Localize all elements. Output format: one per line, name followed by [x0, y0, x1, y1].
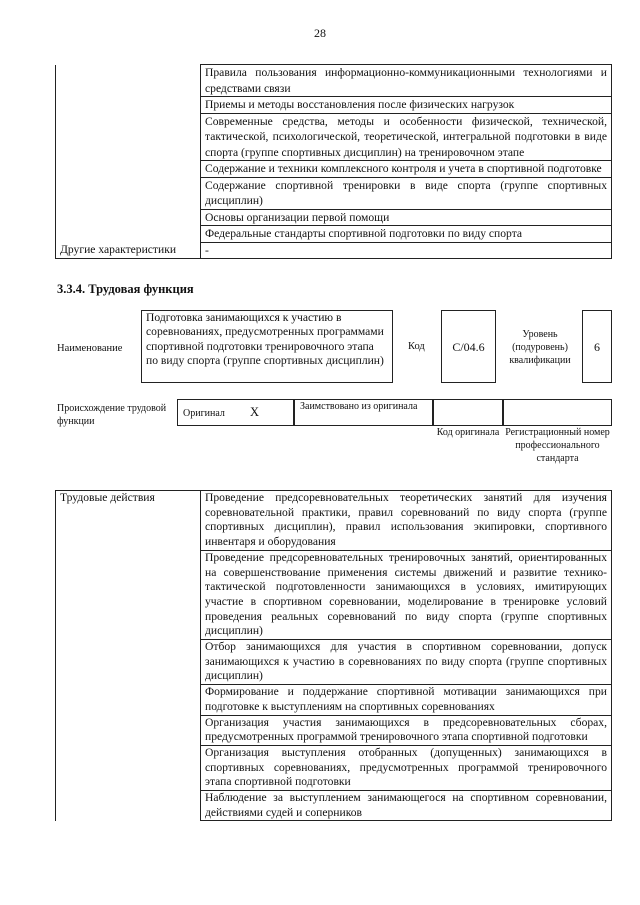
knowledge-item: Приемы и методы восстановления после физических нагрузок: [201, 97, 612, 114]
original-label: Оригинал: [183, 408, 225, 419]
function-code-box: C/04.6: [441, 310, 496, 383]
knowledge-left-cell: [56, 65, 201, 243]
knowledge-item: Содержание и техники комплексного контроля и учета в спортивной подготовке: [201, 161, 612, 178]
knowledge-item: Основы организации первой помощи: [201, 209, 612, 226]
other-characteristics-label: Другие характеристики: [56, 242, 201, 259]
labor-action-item: Формирование и поддержание спортивной мотивации занимающихся при подготовке к выступлениям на спортивных соревнованиях: [201, 685, 612, 715]
reg-number-label: Регистрационный номер профессионального стандарта: [505, 427, 610, 464]
section-heading: 3.3.4. Трудовая функция: [57, 282, 194, 296]
function-name-box: Подготовка занимающихся к участию в соревнованиях, предусмотренных программами спортивной подготовки тренировочного этапа по виду спорта (группе спортивных дисциплин): [141, 310, 393, 383]
labor-action-item: Наблюдение за выступлением занимающегося на спортивном соревновании, действиями судей и соперников: [201, 791, 612, 821]
other-characteristics-value: -: [201, 242, 612, 259]
knowledge-item: Современные средства, методы и особенности физической, технической, тактической, психологической, теоретической, интегральной подготовки в виде спорта (группе спортивных дисциплин) на тренировочном этапе: [201, 113, 612, 161]
code-label: Код: [408, 341, 425, 352]
page-number: 28: [314, 26, 326, 40]
original-cell: [177, 399, 294, 426]
knowledge-item: Правила пользования информационно-коммуникационными технологиями и средствами связи: [201, 65, 612, 97]
original-mark: X: [250, 405, 260, 419]
labor-action-item: Проведение предсоревновательных теоретических занятий для изучения соревновательной практики, правил соревнований по виду спорта (группе спортивных дисциплин), правил использования экипировки, спортивного инвентаря и оборудования: [201, 491, 612, 551]
knowledge-table: [55, 64, 612, 259]
labor-action-item: Организация участия занимающихся в предсоревновательных сборах, предусмотренных программой тренировочного этапа спортивной подготовки: [201, 715, 612, 745]
borrowed-cell: Заимствовано из оригинала: [294, 399, 433, 426]
labor-actions-label: Трудовые действия: [56, 491, 201, 821]
labor-action-item: Отбор занимающихся для участия в спортивном соревновании, допуск занимающихся к участию в соревнованиях по виду спорта (группе спортивных дисциплин): [201, 640, 612, 685]
labor-action-item: Организация выступления отобранных (допущенных) занимающихся в спортивных соревнованиях, предусмотренных программой тренировочного этапа спортивной подготовки: [201, 745, 612, 790]
qualification-level-box: 6: [582, 310, 612, 383]
code-original-label: Код оригинала: [436, 427, 500, 438]
labor-action-item: Проведение предсоревновательных тренировочных занятий, ориентированных на совершенствование применения системы движений и развитие технико-тактической подготовленности занимающихся в условиях, имитирующих участие в спортивном соревновании, моделирование в тренировке условий проведения реальных соревнований по виду спорта (группе спортивных дисциплин): [201, 550, 612, 639]
code-original-cell: [433, 399, 503, 426]
reg-number-cell: [503, 399, 612, 426]
knowledge-item: Федеральные стандарты спортивной подготовки по виду спорта: [201, 226, 612, 243]
labor-actions-table: [55, 490, 612, 821]
knowledge-item: Содержание спортивной тренировки в виде спорта (группе спортивных дисциплин): [201, 177, 612, 209]
origin-label: Происхождение трудовой функции: [57, 403, 167, 427]
qualification-level-label: Уровень (подуровень) квалификации: [509, 329, 571, 366]
name-label: Наименование: [57, 343, 123, 354]
